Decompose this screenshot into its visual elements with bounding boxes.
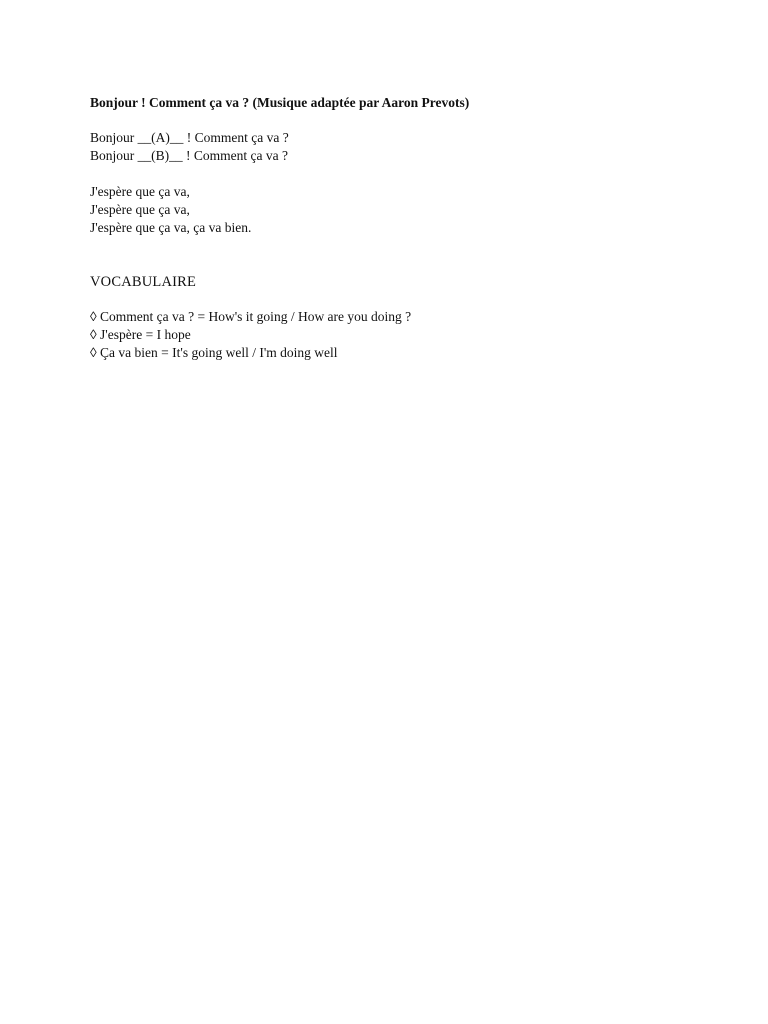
vocabulary-heading: VOCABULAIRE [90, 274, 197, 290]
lyrics-stanza-2 [90, 183, 710, 237]
lyric-line: Bonjour __(A)__ ! Comment ça va ? [90, 130, 289, 145]
lyric-line: J'espère que ça va, [90, 184, 190, 199]
vocabulary-item: ◊ Ça va bien = It's going well / I'm doing well [90, 345, 338, 360]
lyric-line: Bonjour __(B)__ ! Comment ça va ? [90, 148, 288, 163]
vocabulary-item: ◊ Comment ça va ? = How's it going / How are you doing ? [90, 309, 412, 324]
document-body [90, 94, 710, 362]
lyric-line: J'espère que ça va, [90, 202, 190, 217]
spacer [90, 255, 710, 273]
document-title: Bonjour ! Comment ça va ? (Musique adaptée par Aaron Prevots) [90, 95, 470, 110]
vocabulary-item: ◊ J'espère = I hope [90, 327, 191, 342]
lyrics-stanza-1 [90, 129, 710, 165]
lyric-line: J'espère que ça va, ça va bien. [90, 220, 252, 235]
vocabulary-list [90, 308, 710, 362]
